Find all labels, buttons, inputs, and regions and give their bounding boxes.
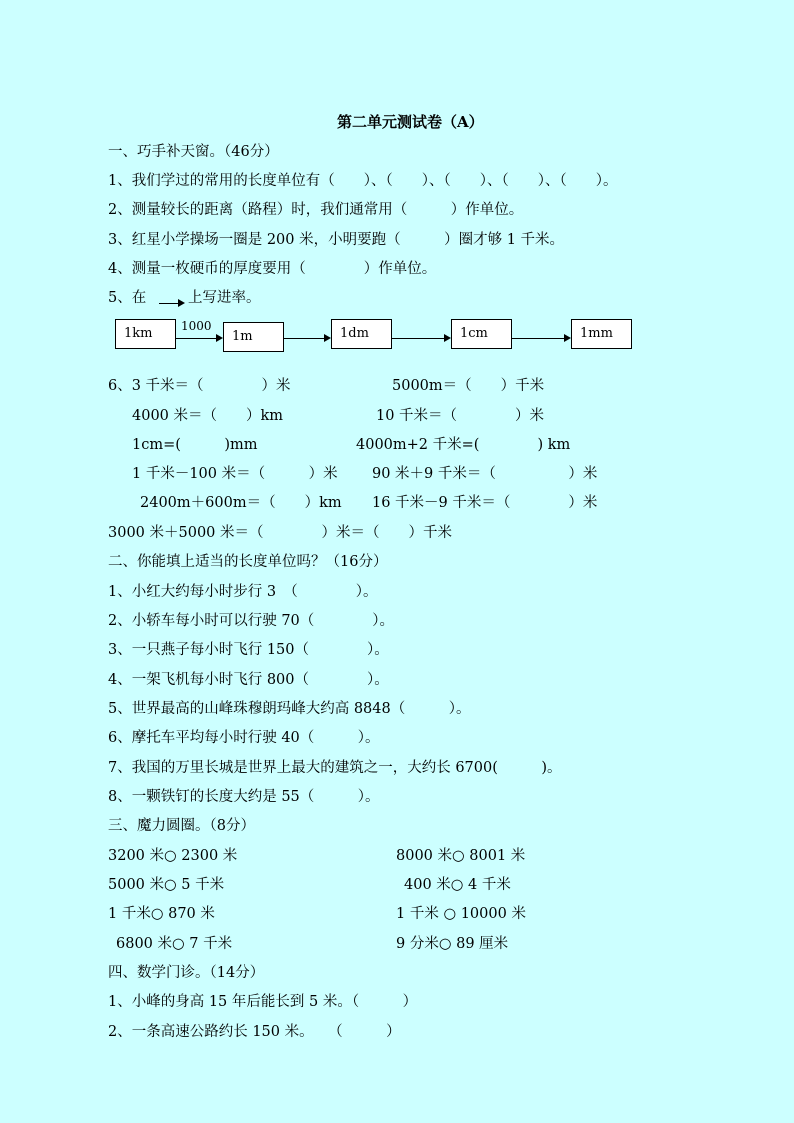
- unit-box-km: 1km: [115, 319, 176, 349]
- question-1-6-row-3-left: 1cm=( )mm: [132, 437, 258, 453]
- arrow-head-icon: [444, 334, 451, 342]
- compare-row-1-left: 3200 米○ 2300 米: [108, 848, 238, 864]
- arrow-line-4: [512, 338, 565, 339]
- compare-row-3-right: 1 千米 ○ 10000 米: [396, 906, 526, 922]
- question-1-6-row-1-left: 6、3 千米＝（ ）米: [108, 378, 291, 394]
- section-3-heading: 三、魔力圆圈。（8分）: [108, 818, 255, 834]
- arrow-line-2: [284, 338, 325, 339]
- question-4-2: 2、一条高速公路约长 150 米。 （ ）: [108, 1024, 401, 1040]
- question-2-1: 1、小红大约每小时步行 3 （ ）。: [108, 584, 378, 600]
- question-1-6-row-5-left: 2400m＋600m＝（ ）km: [140, 495, 342, 511]
- unit-box-cm: 1cm: [451, 319, 512, 349]
- arrow-line-1: [176, 338, 217, 339]
- arrow-head-icon: [324, 334, 331, 342]
- question-1-5-suffix: 上写进率。: [188, 290, 261, 306]
- compare-row-3-left: 1 千米○ 870 米: [108, 906, 215, 922]
- question-1-6-row-4-left: 1 千米－100 米＝（ ）米: [132, 466, 338, 482]
- question-2-4: 4、一架飞机每小时飞行 800（ ）。: [108, 672, 389, 688]
- unit-box-m: 1m: [223, 322, 284, 352]
- unit-box-dm: 1dm: [331, 319, 392, 349]
- question-1-6-row-5-right: 16 千米－9 千米＝（ ）米: [372, 495, 598, 511]
- question-1-5-prefix: 5、在: [108, 290, 147, 306]
- question-2-7: 7、我国的万里长城是世界上最大的建筑之一，大约长 6700( )。: [108, 760, 562, 776]
- section-2-heading: 二、你能填上适当的长度单位吗？（16分）: [108, 554, 388, 570]
- rate-label: 1000: [181, 319, 212, 333]
- compare-row-4-left: 6800 米○ 7 千米: [116, 936, 233, 952]
- question-1-6-row-2-left: 4000 米＝（ ）km: [132, 408, 284, 424]
- arrow-line-3: [392, 338, 445, 339]
- arrow-head-icon: [564, 334, 571, 342]
- question-1-2: 2、测量较长的距离（路程）时，我们通常用（ ）作单位。: [108, 202, 524, 218]
- question-1-3: 3、红星小学操场一圈是 200 米，小明要跑（ ）圈才够 1 千米。: [108, 232, 565, 248]
- question-1-1: 1、我们学过的常用的长度单位有（ ）、（ ）、（ ）、（ ）、（ ）。: [108, 173, 618, 189]
- compare-row-1-right: 8000 米○ 8001 米: [396, 848, 526, 864]
- compare-row-4-right: 9 分米○ 89 厘米: [396, 936, 509, 952]
- question-1-6-row-1-right: 5000m＝（ ）千米: [392, 378, 545, 394]
- question-2-5: 5、世界最高的山峰珠穆朗玛峰大约高 8848（ ）。: [108, 701, 471, 717]
- compare-row-2-right: 400 米○ 4 千米: [404, 877, 511, 893]
- question-1-6-row-6: 3000 米＋5000 米＝（ ）米＝（ ）千米: [108, 525, 453, 541]
- question-2-6: 6、摩托车平均每小时行驶 40（ ）。: [108, 730, 380, 746]
- page-title: 第二单元测试卷（A）: [337, 113, 484, 131]
- question-2-2: 2、小轿车每小时可以行驶 70（ ）。: [108, 613, 395, 629]
- question-2-3: 3、一只燕子每小时飞行 150（ ）。: [108, 642, 389, 658]
- question-1-6-row-4-right: 90 米＋9 千米＝（ ）米: [372, 466, 598, 482]
- section-1-heading: 一、巧手补天窗。（46分）: [108, 144, 279, 160]
- question-1-6-row-2-right: 10 千米＝（ ）米: [376, 408, 545, 424]
- question-1-4: 4、测量一枚硬币的厚度要用（ ）作单位。: [108, 261, 437, 277]
- question-4-1: 1、小峰的身高 15 年后能长到 5 米。（ ）: [108, 994, 418, 1010]
- unit-box-mm: 1mm: [571, 319, 632, 349]
- arrow-head-icon: [216, 334, 223, 342]
- question-1-6-row-3-right: 4000m+2 千米=( ) km: [356, 437, 571, 453]
- question-2-8: 8、一颗铁钉的长度大约是 55（ ）。: [108, 789, 380, 805]
- compare-row-2-left: 5000 米○ 5 千米: [108, 877, 225, 893]
- section-4-heading: 四、数学门诊。（14分）: [108, 965, 265, 981]
